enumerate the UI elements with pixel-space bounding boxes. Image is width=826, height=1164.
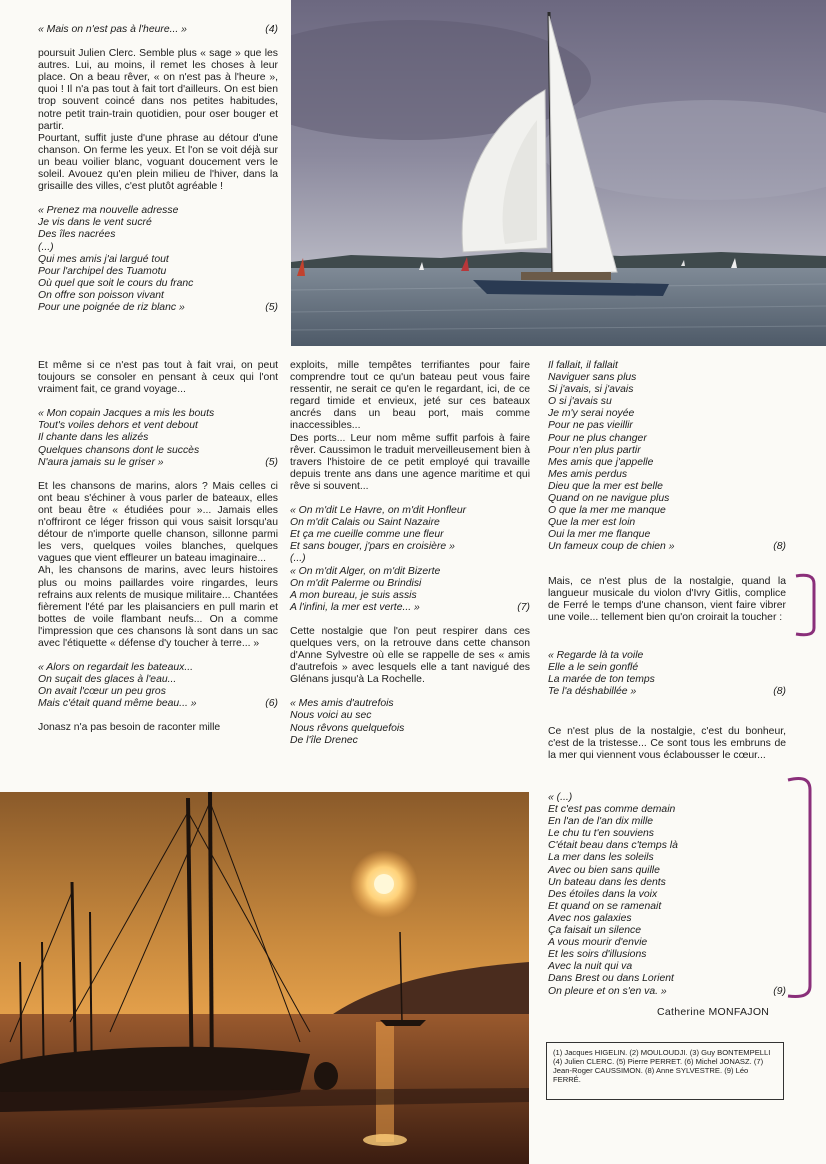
lyric-line: Quand on ne navigue plus: [548, 493, 670, 505]
column3-verse3: [548, 792, 786, 998]
sunset-harbor-illustration: [0, 792, 529, 1164]
footnote-ref: (8): [773, 686, 786, 698]
lyric-line: O que la mer me manque: [548, 505, 666, 517]
column3-para2: [548, 726, 786, 762]
lyric-line: « Alors on regardait les bateaux...: [38, 662, 193, 674]
lyric-line: « Mon copain Jacques a mis les bouts: [38, 408, 215, 420]
lyric-line: La mer dans les soleils: [548, 852, 654, 864]
lyric-line: Mais c'était quand même beau... »: [38, 698, 197, 710]
lyric-line: Pour ne plus changer: [548, 432, 647, 444]
lyrics-block: [548, 650, 786, 698]
lyric-line: (...): [38, 241, 54, 253]
lyrics-block: [38, 408, 278, 468]
lyric-line: Des étoiles dans la voix: [548, 888, 658, 900]
column3: [548, 360, 786, 554]
lyric-line: Pour ne pas vieillir: [548, 420, 633, 432]
lyric-line-last: [290, 602, 530, 614]
paragraph: poursuit Julien Clerc. Semble plus « sage » que les autres. Lui, au moins, il remet les choses à leur place. On a beau rêver, « on n'est pas à l'heure », quoi ! Il n'a pas tout à fait tort d'ailleurs. On est bien trop souvent coincé dans nos petites habitudes, notre petit train-train quotidien, pour oser bouger et partir.: [38, 48, 278, 132]
lyric-line: N'aura jamais su le griser »: [38, 456, 164, 468]
lyric-line: (...): [290, 553, 306, 565]
lyric-line: « Prenez ma nouvelle adresse: [38, 205, 179, 217]
lyrics-block: [290, 698, 530, 746]
lyric-line: Mes amis perdus: [548, 468, 628, 480]
paragraph: Jonasz n'a pas besoin de raconter mille: [38, 722, 221, 734]
lyric-line: Et sans bouger, j'pars en croisière »: [290, 541, 455, 553]
lyric-line: On suçait des glaces à l'eau...: [38, 674, 177, 686]
lyric-line: Dieu que la mer est belle: [548, 480, 663, 492]
paragraph: exploits, mille tempêtes terrifiantes pour faire comprendre tout ce qu'un bateau peut vous faire ressentir, ne serait ce qu'en le regardant, ici, de ce regard timide et envieux, jeté sur ces bateaux ancrés dans un beau port, mais comme inaccessibles...: [290, 360, 530, 432]
lyric-line: On offre son poisson vivant: [38, 289, 164, 301]
lyrics-block: [548, 792, 786, 998]
column1-top: [38, 24, 278, 314]
bracket-mark: [794, 572, 820, 638]
paragraph: Mais, ce n'est plus de la nostalgie, quand la langueur musicale du violon d'Ivry Gitlis, complice de Ferré le temps d'une chanson, vient faire vibrer une voile... tellement bien qu'on croirait la toucher :: [548, 576, 786, 624]
lyric-line: C'était beau dans c'temps là: [548, 840, 678, 852]
footnote-ref: (8): [773, 541, 786, 553]
lyric-line-last: [548, 541, 786, 553]
lyric-line: Que la mer est loin: [548, 517, 636, 529]
lyric-line: Et les soirs d'illusions: [548, 949, 647, 961]
lyric-line: On avait l'cœur un peu gros: [38, 686, 166, 698]
lyric-line: On pleure et on s'en va. »: [548, 985, 667, 997]
lyric-line: On m'dit Calais ou Saint Nazaire: [290, 517, 440, 529]
lyric-line: Et c'est pas comme demain: [548, 804, 676, 816]
footnote-ref: (5): [265, 456, 278, 468]
lyrics-block: [548, 360, 786, 554]
lyric-line: Qui mes amis j'ai largué tout: [38, 253, 169, 265]
lyric-line: Pour n'en plus partir: [548, 444, 641, 456]
footnotes-text: (1) Jacques HIGELIN. (2) MOULOUDJI. (3) Guy BONTEMPELLI (4) Julien CLERC. (5) Pierre PERRET. (6) Michel JONASZ. (7) Jean-Roger CAUSSIMON. (8) Anne SYLVESTRE. (9) Léo FERRÉ.: [553, 1048, 771, 1084]
lyrics-block: [290, 505, 530, 614]
lyric-line: Nous voici au sec: [290, 710, 372, 722]
lyric-line-last: [548, 986, 786, 998]
lyric-line-last: [548, 686, 786, 698]
lyric-line: Mes amis que j'appelle: [548, 456, 654, 468]
lyric-line: Te l'a déshabillée »: [548, 686, 637, 698]
lyric-line: A l'infini, la mer est verte... »: [290, 601, 420, 613]
paragraph: Cette nostalgie que l'on peut respirer dans ces quelques vers, on la retrouve dans cette chanson d'Anne Sylvestre où elle se rappelle de ses « amis d'autrefois » avec lesquels elle a tant navigué des Glénans jusqu'à La Rochelle.: [290, 625, 530, 686]
paragraph: Des ports... Leur nom même suffit parfois à faire rêver. Caussimon le traduit merveilleusement bien à travers l'histoire de ce petit employé qui travaille depuis trente ans dans une agence maritime et qui rêve si souvent...: [290, 432, 530, 492]
column3-ferre-intro: [548, 576, 786, 624]
lyric-line-last: [38, 698, 278, 710]
column3-verse2: [548, 650, 786, 698]
lyric-line-last: [38, 457, 278, 469]
lyric-line: « On m'dit Le Havre, on m'dit Honfleur: [290, 505, 467, 517]
lyric-line: Ça faisait un silence: [548, 925, 641, 937]
lyric-line: Où quel que soit le cours du franc: [38, 277, 194, 289]
lyric-line: Pour une poignée de riz blanc »: [38, 301, 185, 313]
lyric-line: O si j'avais su: [548, 396, 612, 408]
lyrics-block: [38, 205, 278, 314]
bracket-mark: [786, 774, 816, 1000]
lyric-line: Je m'y serai noyée: [548, 408, 635, 420]
lyric-line: La marée de ton temps: [548, 674, 655, 686]
lyric-line: « Regarde là ta voile: [548, 650, 644, 661]
lyric-line: De l'île Drenec: [290, 734, 358, 746]
lyric-line: Nous rêvons quelquefois: [290, 722, 405, 734]
footnote-ref: (7): [517, 601, 530, 613]
lyric-line: Et quand on se ramenait: [548, 900, 662, 912]
lyric-line-last: [38, 302, 278, 314]
lyric-line: Oui la mer me flanque: [548, 529, 651, 541]
lyric-line: Il chante dans les alizés: [38, 432, 149, 444]
lyric-line: Il fallait, il fallait: [548, 360, 618, 371]
footnote-ref: (9): [773, 985, 786, 997]
sunset-harbor-photo: [0, 792, 529, 1164]
lyric-line: Tout's voiles dehors et vent debout: [38, 420, 198, 432]
lyric-line: Un fameux coup de chien »: [548, 541, 675, 553]
footnote-ref: (6): [265, 698, 278, 710]
lyric-line: Avec nos galaxies: [548, 912, 632, 924]
lyric-line: Un bateau dans les dents: [548, 876, 666, 888]
lyric-line: Je vis dans le vent sucré: [38, 217, 152, 229]
sailboat-photo: [291, 0, 826, 346]
column2: [290, 360, 530, 747]
opening-quote-num: (4): [265, 24, 278, 35]
lyric-line: « Mes amis d'autrefois: [290, 698, 394, 710]
lyric-line: Avec ou bien sans quille: [548, 864, 660, 876]
lyric-line: Elle a le sein gonflé: [548, 662, 639, 674]
paragraph: Ce n'est plus de la nostalgie, c'est du bonheur, c'est de la tristesse... Ce sont tous les embruns de la mer qui viennent vous éclabousser le cœur...: [548, 726, 786, 762]
sailboat-illustration: [291, 0, 826, 346]
lyric-line: « On m'dit Alger, on m'dit Bizerte: [290, 565, 441, 577]
lyric-line: Avec la nuit qui va: [548, 961, 633, 973]
footnotes-box: [546, 1042, 784, 1100]
paragraph: Et les chansons de marins, alors ? Mais celles ci ont beau s'échiner à vous parler de bateaux, elles ont beau être « étudiées pour »... Jamais elles n'offriront ce léger frisson qui vous saisit lorsqu'au détour de n'importe quelle chanson, sillonne parmi les vers, quelques voiles blanches, quelques vagues que vient effleurer un bateau imaginaire...: [38, 480, 278, 565]
paragraph: Ah, les chansons de marins, avec leurs histoires plus ou moins paillardes voire ringardes, leurs refrains aux relents de musique militaire... Chantées fièrement l'été par les plaisanciers en pull marin et bottes de voile flambant neufs... On a comme l'impression que ces chansons là sont dans un sac avec l'étiquette « défense d'y toucher à terre... »: [38, 565, 278, 649]
lyric-line: A mon bureau, je suis assis: [290, 589, 417, 601]
lyric-line: Des îles nacrées: [38, 229, 116, 241]
lyric-line: Le chu tu t'en souviens: [548, 828, 654, 840]
lyric-line: Dans Brest ou dans Lorient: [548, 973, 674, 985]
lyric-line: Et ça me cueille comme une fleur: [290, 529, 444, 541]
author-signature: Catherine MONFAJON: [657, 1006, 770, 1018]
paragraph: Et même si ce n'est pas tout à fait vrai, on peut toujours se consoler en pensant à ceux qui l'ont vraiment fait, ce grand voyage...: [38, 360, 278, 396]
opening-quote-text: « Mais on n'est pas à l'heure... »: [38, 24, 187, 35]
lyric-line: « (...): [548, 792, 573, 803]
lyrics-block: [38, 662, 278, 710]
column1-middle: [38, 360, 278, 735]
lyric-line: Naviguer sans plus: [548, 372, 637, 384]
opening-quote: [38, 24, 278, 36]
lyric-line: A vous mourir d'envie: [548, 937, 648, 949]
lyric-line: Pour l'archipel des Tuamotu: [38, 265, 167, 277]
lyric-line: Quelques chansons dont le succès: [38, 444, 200, 456]
lyric-line: En l'an de l'an dix mille: [548, 816, 654, 828]
lyric-line: On m'dit Palerme ou Brindisi: [290, 577, 422, 589]
lyric-line: Si j'avais, si j'avais: [548, 384, 634, 396]
footnote-ref: (5): [265, 301, 278, 313]
paragraph: Pourtant, suffit juste d'une phrase au détour d'une chanson. On ferme les yeux. Et l'on se voit déjà sur un beau voilier blanc, voguant doucement vers le soleil. Avouez qu'en plein milieu de l'hiver, dans la grisaille des villes, c'est plutôt agréable !: [38, 132, 278, 193]
